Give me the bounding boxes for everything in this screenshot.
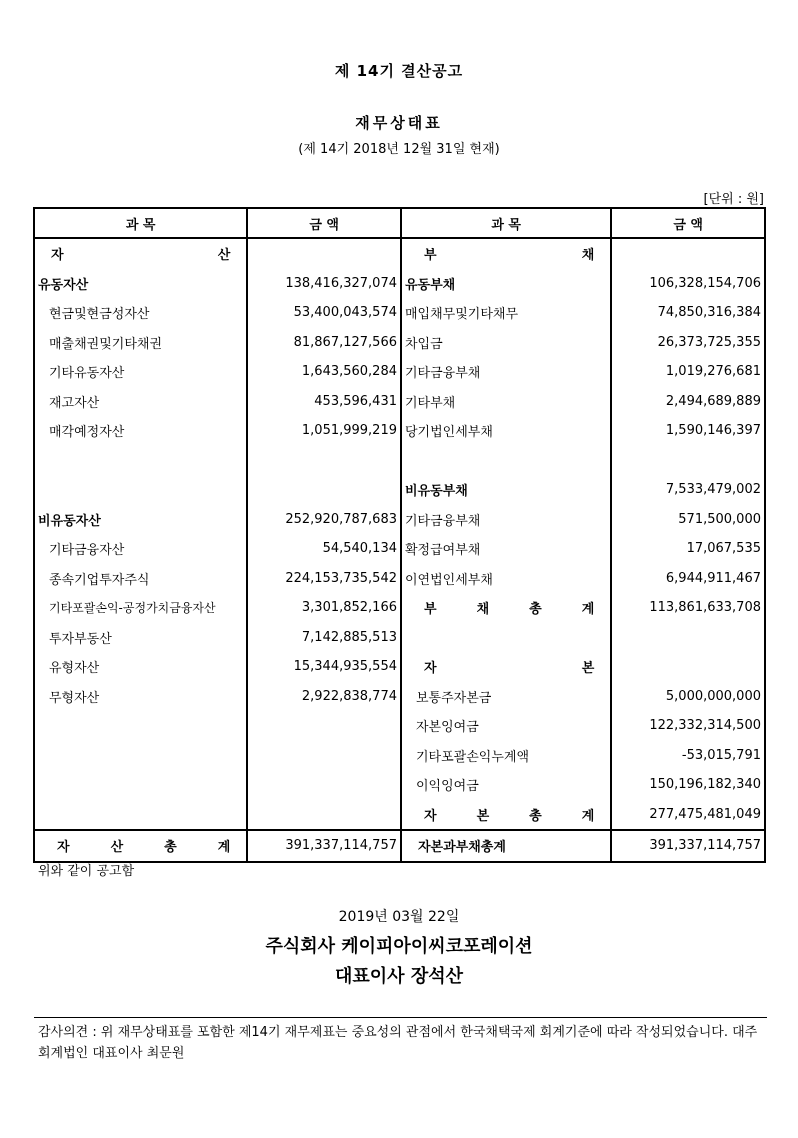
amount-cell: 224,153,735,542 [247, 564, 401, 594]
table-row [34, 534, 765, 564]
amount-cell: 106,328,154,706 [649, 275, 761, 291]
amount-cell: 15,344,935,554 [247, 652, 401, 682]
amount-cell: 17,067,535 [686, 541, 761, 557]
item-label: 기타포괄손익누계액 [401, 741, 611, 771]
divider [34, 1017, 767, 1018]
table-row [34, 298, 765, 328]
item-label: 자본잉여금 [401, 711, 611, 741]
item-label: 기타포괄손익-공정가치금융자산 [34, 593, 247, 623]
amount-cell: 7,142,885,513 [247, 623, 401, 653]
amount-cell: 1,051,999,219 [247, 416, 401, 446]
table-row [34, 416, 765, 446]
item-label: 기타금융부채 [401, 505, 611, 535]
unit-label: [단위 : 원] [703, 192, 764, 207]
table-row [34, 564, 765, 594]
amount-cell: 81,867,127,566 [247, 328, 401, 358]
item-label: 유형자산 [34, 652, 247, 682]
amount-cell: 54,540,134 [247, 534, 401, 564]
notice-title: 제 14기 결산공고 [334, 62, 464, 80]
amount-cell: 571,500,000 [678, 511, 761, 527]
table-row [34, 328, 765, 358]
header-right-item: 과 목 [401, 208, 611, 238]
current-liabilities-label: 유동부채 [401, 269, 611, 299]
table-row [34, 770, 765, 800]
item-label: 재고자산 [34, 387, 247, 417]
total-assets-amount: 391,337,114,757 [247, 830, 401, 862]
amount-cell [247, 446, 401, 476]
table-row [34, 505, 765, 535]
statement-period: (제 14기 2018년 12월 31일 현재) [298, 142, 500, 157]
amount-cell [247, 711, 401, 741]
item-label: 당기법인세부채 [401, 416, 611, 446]
table-header-row [34, 208, 765, 238]
amount-cell [247, 475, 401, 505]
item-label: 이익잉여금 [401, 770, 611, 800]
table-row [34, 800, 765, 831]
item-label: 기타금융부채 [401, 357, 611, 387]
noncurrent-liabilities-label: 비유동부채 [401, 475, 611, 505]
amount-cell: 2,922,838,774 [247, 682, 401, 712]
amount-cell [247, 800, 401, 831]
item-label: 보통주자본금 [401, 682, 611, 712]
amount-cell: -53,015,791 [681, 747, 761, 763]
equity-section-label: 자 본 [401, 652, 611, 682]
item-label: 기타금융자산 [34, 534, 247, 564]
item-label [34, 446, 247, 476]
item-label [34, 475, 247, 505]
total-assets-label: 자 산 총 계 [34, 830, 247, 862]
table-row [34, 741, 765, 771]
table-row [34, 652, 765, 682]
total-equity-label: 자 본 총 계 [401, 800, 611, 831]
amount-cell [611, 623, 765, 653]
amount-cell: 5,000,000,000 [665, 688, 761, 704]
amount-cell [611, 238, 765, 269]
header-right-amount: 금 액 [611, 208, 765, 238]
item-label: 현금및현금성자산 [34, 298, 247, 328]
amount-cell [611, 652, 765, 682]
item-label [34, 711, 247, 741]
amount-cell: 252,920,787,683 [247, 505, 401, 535]
announcement-date: 2019년 03월 22일 [338, 909, 460, 925]
amount-cell: 122,332,314,500 [649, 718, 761, 734]
table-row [34, 711, 765, 741]
liabilities-section-label: 부 채 [401, 238, 611, 269]
amount-cell: 74,850,316,384 [657, 305, 761, 321]
item-label: 투자부동산 [34, 623, 247, 653]
amount-cell: 7,533,479,002 [665, 482, 761, 498]
statement-title: 재무상태표 [355, 114, 443, 132]
item-label: 이연법인세부채 [401, 564, 611, 594]
amount-cell: 1,019,276,681 [665, 364, 761, 380]
amount-cell: 138,416,327,074 [247, 269, 401, 299]
total-liabilities-equity-label: 자본과부채총계 [401, 830, 611, 862]
header-left-amount: 금 액 [247, 208, 401, 238]
item-label [401, 623, 611, 653]
table-row [34, 623, 765, 653]
table-row [34, 475, 765, 505]
amount-cell: 53,400,043,574 [247, 298, 401, 328]
total-liabilities-equity-amount: 391,337,114,757 [611, 830, 765, 862]
current-assets-label: 유동자산 [34, 269, 247, 299]
amount-cell: 277,475,481,049 [649, 806, 761, 822]
amount-cell: 150,196,182,340 [649, 777, 761, 793]
amount-cell [247, 770, 401, 800]
table-row [34, 682, 765, 712]
item-label: 매입채무및기타채무 [401, 298, 611, 328]
amount-cell: 1,643,560,284 [247, 357, 401, 387]
amount-cell: 2,494,689,889 [665, 393, 761, 409]
table-row [34, 446, 765, 476]
item-label [34, 741, 247, 771]
item-label: 확정급여부채 [401, 534, 611, 564]
amount-cell [611, 446, 765, 476]
table-row [34, 593, 765, 623]
assets-section-label: 자 산 [34, 238, 247, 269]
item-label: 무형자산 [34, 682, 247, 712]
amount-cell: 26,373,725,355 [657, 334, 761, 350]
audit-opinion: 감사의견 : 위 재무상태표를 포함한 제14기 재무제표는 중요성의 관점에서 한국채택국제 회계기준에 따라 작성되었습니다. 대주회계법인 대표이사 최문원 [38, 1025, 758, 1061]
noncurrent-assets-label: 비유동자산 [34, 505, 247, 535]
item-label: 종속기업투자주식 [34, 564, 247, 594]
company-name: 주식회사 케이피아이씨코포레이션 [265, 936, 533, 957]
item-label: 매출채권및기타채권 [34, 328, 247, 358]
balance-sheet-table [33, 207, 766, 863]
item-label: 기타부채 [401, 387, 611, 417]
table-row [34, 387, 765, 417]
table-total-row [34, 830, 765, 862]
item-label [34, 770, 247, 800]
amount-cell: 3,301,852,166 [247, 593, 401, 623]
amount-cell: 113,861,633,708 [649, 600, 761, 616]
ceo-name: 대표이사 장석산 [335, 966, 463, 987]
amount-cell: 6,944,911,467 [665, 570, 761, 586]
header-left-item: 과 목 [34, 208, 247, 238]
item-label: 매각예정자산 [34, 416, 247, 446]
amount-cell [247, 741, 401, 771]
table-row [34, 357, 765, 387]
item-label: 기타유동자산 [34, 357, 247, 387]
item-label [401, 446, 611, 476]
announcement-note: 위와 같이 공고함 [38, 864, 135, 879]
amount-cell: 1,590,146,397 [665, 423, 761, 439]
table-row [34, 238, 765, 269]
item-label: 차입금 [401, 328, 611, 358]
item-label [34, 800, 247, 831]
amount-cell [247, 238, 401, 269]
table-row [34, 269, 765, 299]
amount-cell: 453,596,431 [247, 387, 401, 417]
total-liabilities-label: 부 채 총 계 [401, 593, 611, 623]
